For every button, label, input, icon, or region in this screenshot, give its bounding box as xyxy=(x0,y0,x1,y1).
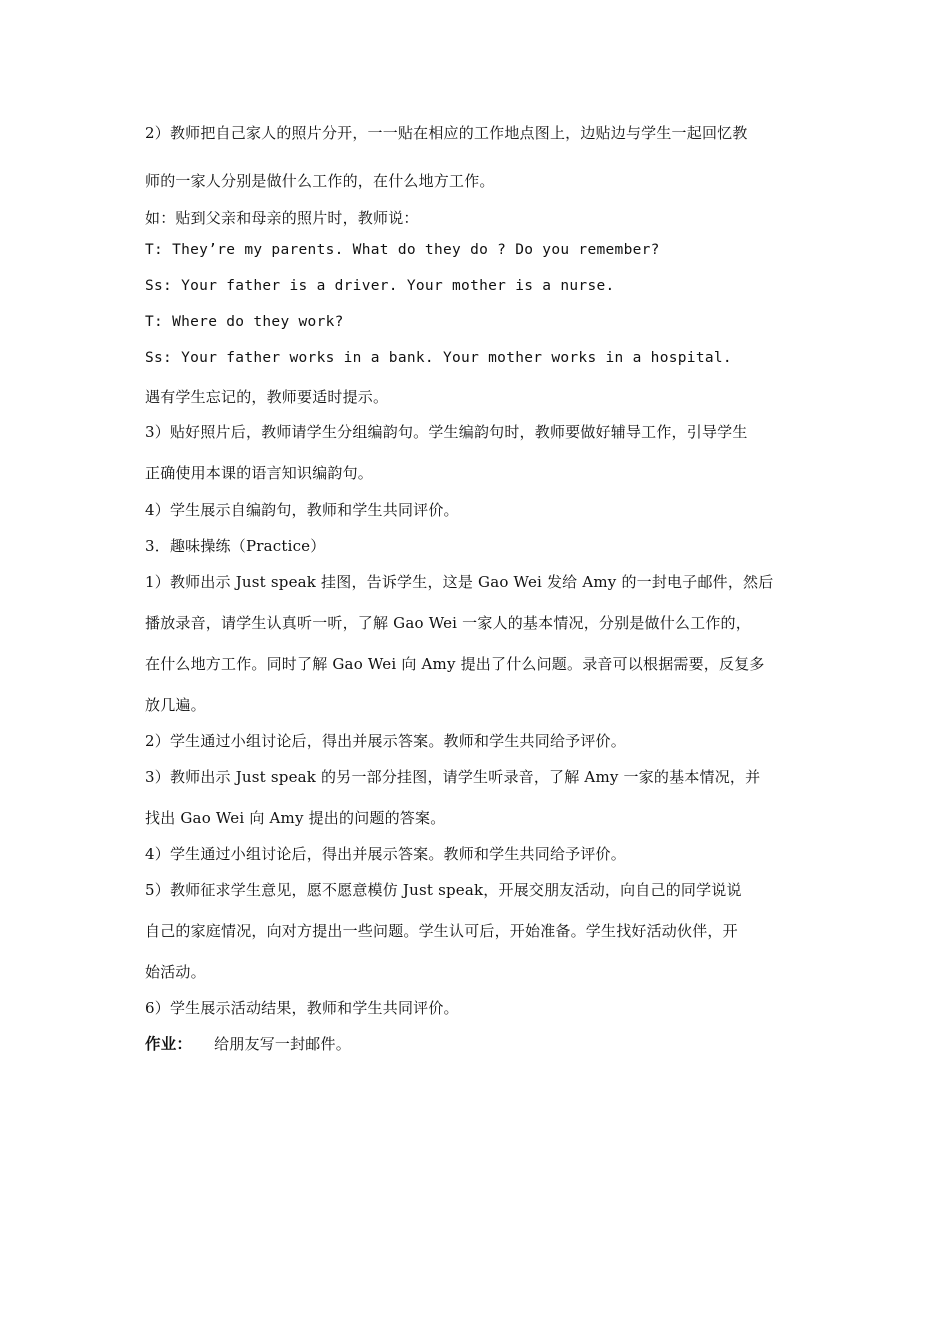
text-line: 1）教师出示 Just speak 挂图，告诉学生，这是 Gao Wei 发给 Amy 的一封电子邮件，然后 xyxy=(145,573,774,591)
dialog-line: Ss: Your father is a driver. Your mother is a nurse. xyxy=(145,278,615,294)
dialog-line: T: Where do they work? xyxy=(145,314,344,330)
homework-text: 给朋友写一封邮件。 xyxy=(214,1035,351,1053)
text-line: 遇有学生忘记的，教师要适时提示。 xyxy=(145,388,389,406)
text-line: 2）教师把自己家人的照片分开，一一贴在相应的工作地点图上，边贴边与学生一起回忆教 xyxy=(145,124,748,142)
section-heading: 3．趣味操练（Practice） xyxy=(145,537,326,555)
text-line: 始活动。 xyxy=(145,963,206,981)
text-line: 4）学生展示自编韵句，教师和学生共同评价。 xyxy=(145,501,459,519)
text-line: 在什么地方工作。同时了解 Gao Wei 向 Amy 提出了什么问题。录音可以根据需要，反复多 xyxy=(145,655,765,673)
text-line: 自己的家庭情况，向对方提出一些问题。学生认可后，开始准备。学生找好活动伙伴，开 xyxy=(145,922,738,940)
text-line: 6）学生展示活动结果，教师和学生共同评价。 xyxy=(145,999,459,1017)
text-line: 5）教师征求学生意见，愿不愿意模仿 Just speak，开展交朋友活动，向自己的同学说说 xyxy=(145,881,742,899)
text-line: 找出 Gao Wei 向 Amy 提出的问题的答案。 xyxy=(145,809,446,827)
text-line: 放几遍。 xyxy=(145,696,206,714)
dialog-line: T: They’re my parents. What do they do ? Do you remember? xyxy=(145,242,660,258)
text-line: 播放录音，请学生认真听一听，了解 Gao Wei 一家人的基本情况，分别是做什么工作的， xyxy=(145,614,751,632)
text-line: 3）贴好照片后，教师请学生分组编韵句。学生编韵句时，教师要做好辅导工作，引导学生 xyxy=(145,423,748,441)
text-line: 师的一家人分别是做什么工作的，在什么地方工作。 xyxy=(145,172,495,190)
text-line: 如：贴到父亲和母亲的照片时，教师说： xyxy=(145,209,419,227)
dialog-line: Ss: Your father works in a bank. Your mother works in a hospital. xyxy=(145,350,732,366)
text-line: 正确使用本课的语言知识编韵句。 xyxy=(145,464,374,482)
homework-line xyxy=(145,1032,351,1054)
text-line: 2）学生通过小组讨论后，得出并展示答案。教师和学生共同给予评价。 xyxy=(145,732,626,750)
text-line: 3）教师出示 Just speak 的另一部分挂图，请学生听录音，了解 Amy 一家的基本情况，并 xyxy=(145,768,761,786)
text-line: 4）学生通过小组讨论后，得出并展示答案。教师和学生共同给予评价。 xyxy=(145,845,626,863)
homework-label: 作业： xyxy=(145,1034,193,1053)
